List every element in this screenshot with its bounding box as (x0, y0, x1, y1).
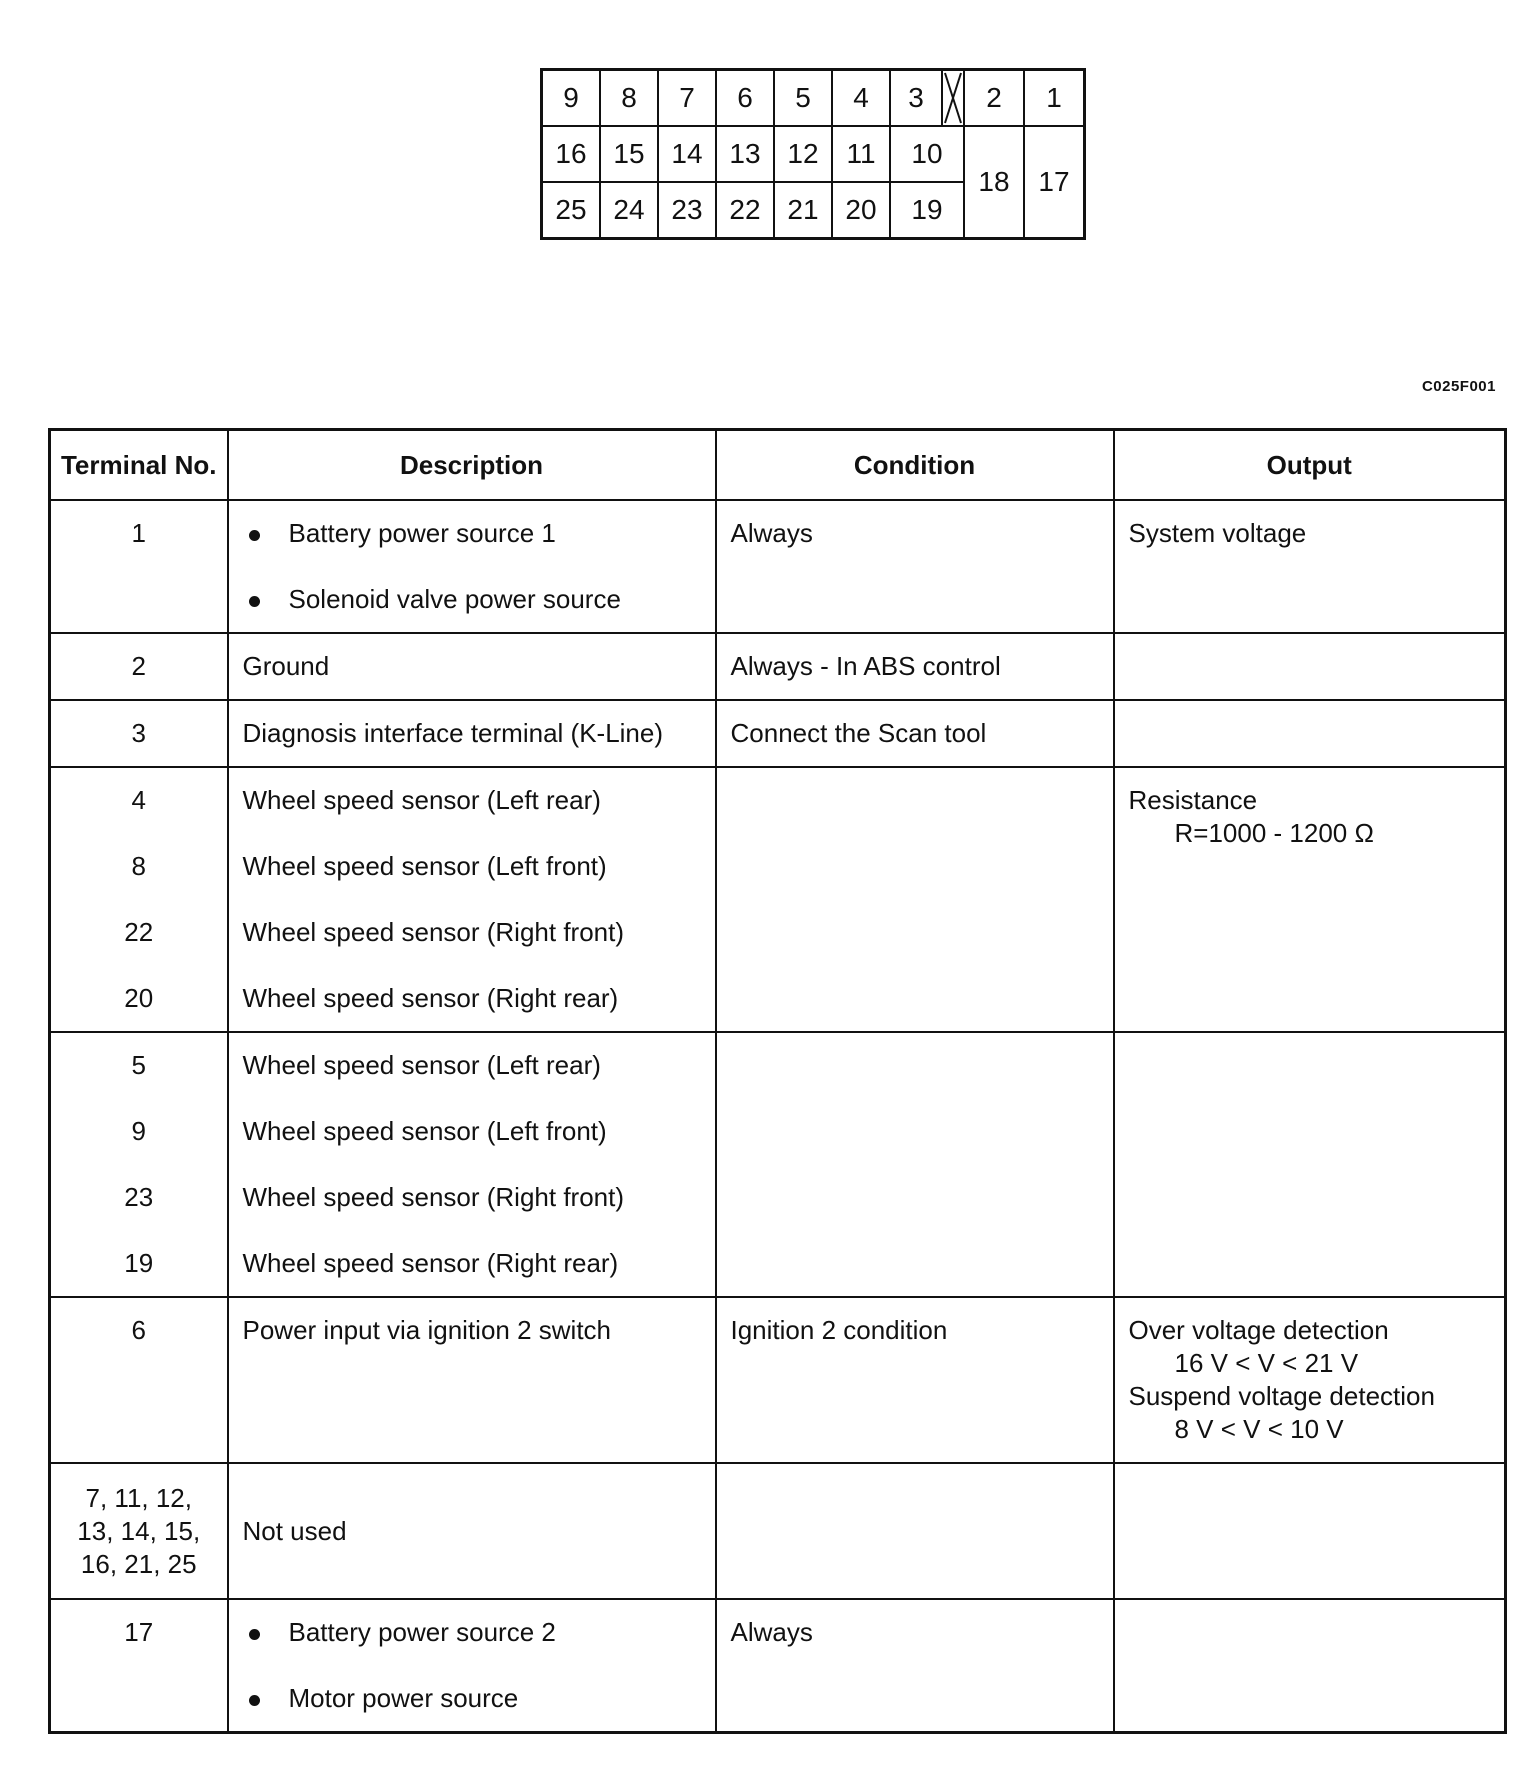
terminal-no: 16, 21, 25 (80, 1548, 197, 1579)
output-cell (1114, 1599, 1506, 1733)
table-row (50, 1297, 1506, 1463)
output-line: R=1000 - 1200 Ω (1174, 818, 1374, 848)
pin-15: 15 (600, 126, 658, 182)
pin-18: 18 (964, 126, 1024, 239)
pin-21: 21 (774, 182, 832, 239)
terminal-no: 6 (50, 1297, 228, 1463)
output-cell (1114, 633, 1506, 700)
terminal-table (48, 428, 1507, 1734)
pin-24: 24 (600, 182, 658, 239)
output-line: 16 V < V < 21 V (1174, 1348, 1359, 1378)
description-item: Battery power source 2 (243, 1616, 701, 1649)
terminal-no: 13, 14, 15, (77, 1515, 201, 1546)
description-item: Wheel speed sensor (Left front) (242, 1116, 607, 1146)
connector-diagram (540, 68, 1086, 240)
output-cell (1114, 767, 1506, 1032)
pin-25: 25 (542, 182, 601, 239)
terminal-no: 20 (124, 983, 154, 1013)
output-cell (1114, 1032, 1506, 1297)
pin-20: 20 (832, 182, 890, 239)
condition-cell (716, 1032, 1114, 1297)
description-cell: Not used (228, 1463, 716, 1599)
terminal-no: 23 (124, 1182, 154, 1212)
terminal-no: 22 (124, 917, 154, 947)
description-cell (228, 1032, 716, 1297)
table-row (50, 1599, 1506, 1733)
pin-22: 22 (716, 182, 774, 239)
pin-4: 4 (832, 70, 890, 127)
terminal-no: 3 (50, 700, 228, 767)
terminal-no: 1 (50, 500, 228, 633)
description-cell: Ground (228, 633, 716, 700)
terminal-no-group (50, 767, 228, 1032)
output-cell (1114, 700, 1506, 767)
header-terminal-no: Terminal No. (50, 430, 228, 501)
description-item: Wheel speed sensor (Left front) (242, 851, 607, 881)
description-item: Wheel speed sensor (Left rear) (242, 785, 601, 815)
output-cell (1114, 1297, 1506, 1463)
terminal-no: 9 (131, 1116, 146, 1146)
pin-12: 12 (774, 126, 832, 182)
output-cell (1114, 1463, 1506, 1599)
pin-8: 8 (600, 70, 658, 127)
pin-9: 9 (542, 70, 601, 127)
terminal-no-group (50, 1032, 228, 1297)
condition-cell: Connect the Scan tool (716, 700, 1114, 767)
figure-code: C025F001 (1421, 378, 1496, 395)
description-cell (228, 1599, 716, 1733)
output-line: Resistance (1128, 785, 1258, 815)
description-item: Wheel speed sensor (Right rear) (242, 1248, 619, 1278)
description-cell (228, 500, 716, 633)
condition-cell: Always (716, 500, 1114, 633)
description-item: Motor power source (243, 1682, 701, 1715)
condition-cell: Always - In ABS control (716, 633, 1114, 700)
output-line: Suspend voltage detection (1128, 1381, 1435, 1411)
pin-19: 19 (890, 182, 964, 239)
description-cell (228, 767, 716, 1032)
output-line: Over voltage detection (1128, 1315, 1389, 1345)
header-output: Output (1114, 430, 1506, 501)
condition-cell: Always (716, 1599, 1114, 1733)
terminal-no: 7, 11, 12, (85, 1482, 192, 1513)
terminal-no: 4 (131, 785, 146, 815)
table-row (50, 1463, 1506, 1599)
pin-23: 23 (658, 182, 716, 239)
description-item: Wheel speed sensor (Right front) (242, 1182, 625, 1212)
description-item: Wheel speed sensor (Right front) (242, 917, 625, 947)
connector-pin-grid (540, 68, 1086, 240)
output-cell: System voltage (1114, 500, 1506, 633)
pin-3: 3 (890, 70, 942, 127)
table-row (50, 700, 1506, 767)
description-item: Battery power source 1 (243, 517, 701, 550)
table-header-row (50, 430, 1506, 501)
table-row (50, 633, 1506, 700)
description-cell: Diagnosis interface terminal (K-Line) (228, 700, 716, 767)
pin-5: 5 (774, 70, 832, 127)
blocked-pin-icon (942, 70, 964, 127)
output-line: 8 V < V < 10 V (1174, 1414, 1344, 1444)
table-row (50, 767, 1506, 1032)
pin-11: 11 (832, 126, 890, 182)
terminal-no: 5 (131, 1050, 146, 1080)
description-item: Wheel speed sensor (Left rear) (242, 1050, 601, 1080)
condition-cell (716, 1463, 1114, 1599)
terminal-no: 19 (124, 1248, 154, 1278)
header-condition: Condition (716, 430, 1114, 501)
pin-10: 10 (890, 126, 964, 182)
pin-16: 16 (542, 126, 601, 182)
terminal-no: 8 (131, 851, 146, 881)
condition-cell: Ignition 2 condition (716, 1297, 1114, 1463)
terminal-no: 2 (50, 633, 228, 700)
pin-13: 13 (716, 126, 774, 182)
table-row (50, 1032, 1506, 1297)
header-description: Description (228, 430, 716, 501)
table-row (50, 500, 1506, 633)
terminal-no-group (50, 1463, 228, 1599)
condition-cell (716, 767, 1114, 1032)
terminal-no: 17 (50, 1599, 228, 1733)
pin-1: 1 (1024, 70, 1085, 127)
pin-2: 2 (964, 70, 1024, 127)
pin-6: 6 (716, 70, 774, 127)
pin-14: 14 (658, 126, 716, 182)
description-item: Wheel speed sensor (Right rear) (242, 983, 619, 1013)
pin-17: 17 (1024, 126, 1085, 239)
pin-7: 7 (658, 70, 716, 127)
description-item: Solenoid valve power source (243, 583, 701, 616)
description-cell: Power input via ignition 2 switch (228, 1297, 716, 1463)
